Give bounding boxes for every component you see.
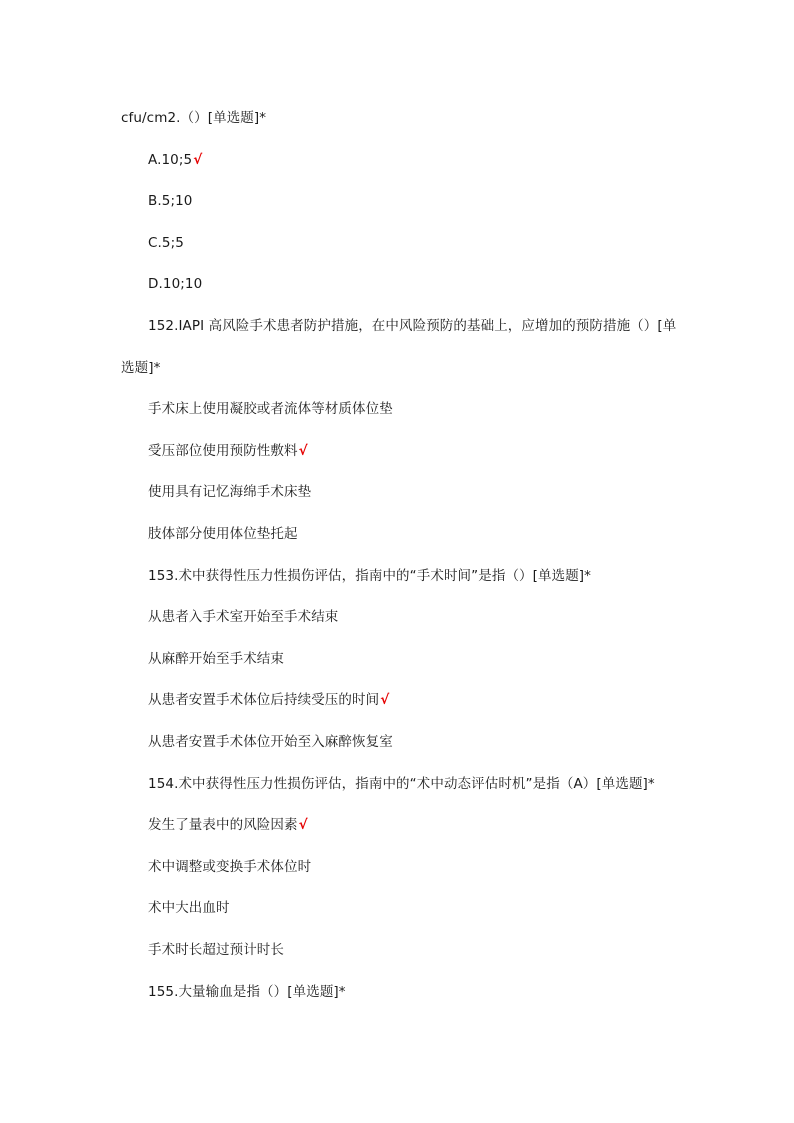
q153-option-1	[148, 607, 338, 627]
option-label: 使用具有记忆海绵手术床垫	[148, 484, 312, 500]
option-label: 从患者安置手术体位后持续受压的时间	[148, 692, 380, 708]
option-label: D.10;10	[148, 276, 203, 292]
option-label: 从患者安置手术体位开始至入麻醉恢复室	[148, 734, 393, 750]
option-label: 术中大出血时	[148, 900, 230, 916]
correct-check-mark: √	[298, 817, 308, 833]
q153-stem: 153.术中获得性压力性损伤评估，指南中的“手术时间”是指（）[单选题]*	[148, 568, 592, 584]
option-label: 从患者入手术室开始至手术结束	[148, 609, 339, 625]
option-label: 术中调整或变换手术体位时	[148, 859, 312, 875]
option-label: 从麻醉开始至手术结束	[148, 651, 284, 667]
q152-option-4	[148, 524, 298, 544]
option-label: 肢体部分使用体位垫托起	[148, 526, 298, 542]
q153-option-3	[148, 690, 389, 710]
q151-stem-tail: cfu/cm2.（）[单选题]*	[121, 110, 267, 126]
correct-check-mark: √	[193, 152, 203, 168]
q152-option-2	[148, 441, 308, 461]
option-label: A.10;5	[148, 152, 193, 168]
q154-option-2	[148, 857, 311, 877]
option-label: 手术床上使用凝胶或者流体等材质体位垫	[148, 401, 393, 417]
option-label: B.5;10	[148, 193, 193, 209]
option-label: 手术时长超过预计时长	[148, 942, 284, 958]
q152-stem: 152.IAPI 高风险手术患者防护措施，在中风险预防的基础上，应增加的预防措施（）[单	[148, 318, 677, 334]
q154-option-3	[148, 898, 230, 918]
q152-option-3	[148, 482, 311, 502]
q154-stem: 154.术中获得性压力性损伤评估，指南中的“术中动态评估时机”是指（A）[单选题]*	[148, 776, 655, 792]
option-label: 发生了量表中的风险因素	[148, 817, 298, 833]
q151-option-b	[148, 191, 192, 211]
q154-option-1	[148, 815, 308, 835]
option-label: 受压部位使用预防性敷料	[148, 443, 298, 459]
correct-check-mark: √	[380, 692, 390, 708]
correct-check-mark: √	[298, 443, 308, 459]
q152-stem-continued: 选题]*	[121, 360, 161, 376]
q151-option-a	[148, 150, 202, 170]
q151-option-d	[148, 274, 202, 294]
q152-option-1	[148, 399, 393, 419]
q153-option-2	[148, 649, 284, 669]
q155-stem: 155.大量输血是指（）[单选题]*	[148, 984, 346, 1000]
q154-option-4	[148, 940, 284, 960]
option-label: C.5;5	[148, 235, 184, 251]
q151-option-c	[148, 233, 184, 253]
q153-option-4	[148, 732, 393, 752]
